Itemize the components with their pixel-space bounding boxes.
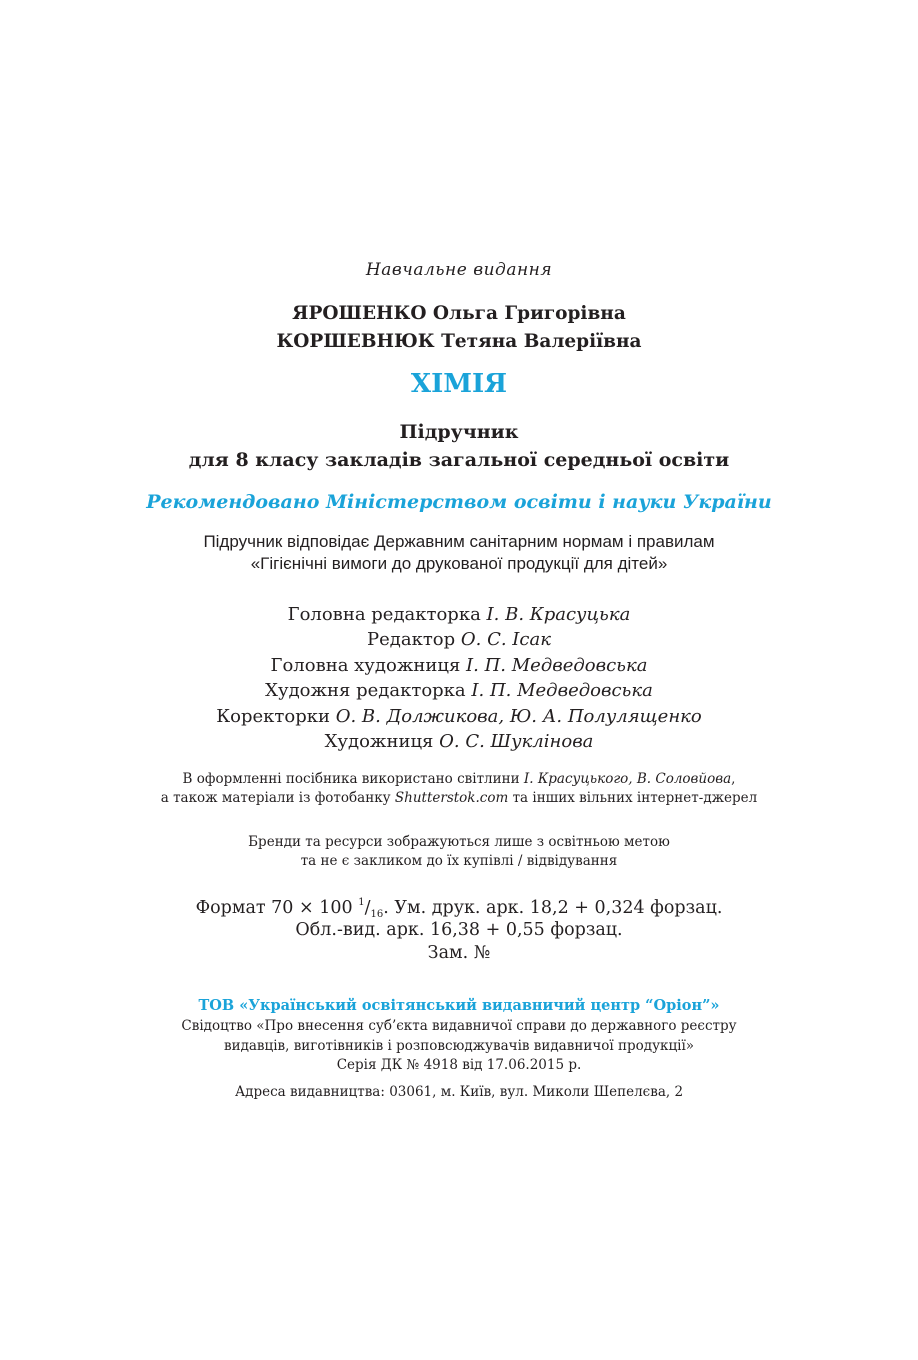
credit-role: Головна художниця — [270, 655, 461, 676]
edition-type: Навчальне видання — [365, 260, 553, 280]
credit-role: Художниця — [324, 731, 434, 752]
format-prefix: Формат 70 × 100 — [195, 898, 353, 918]
credit-line — [0, 604, 918, 625]
format-line-1 — [0, 897, 918, 920]
credit-name: О. В. Должикова, Ю. А. Полулященко — [335, 706, 702, 727]
photos-credit-line-1 — [0, 771, 918, 787]
credit-line — [0, 706, 918, 727]
photos-suffix: , — [731, 771, 736, 787]
subtitle-line-1: Підручник — [399, 421, 519, 443]
photo-source: Shutterstok.com — [394, 790, 509, 806]
credit-name: І. В. Красуцька — [486, 604, 631, 625]
order-number: Зам. № — [427, 943, 491, 963]
photos-prefix: В оформленні посібника використано світлини — [182, 771, 520, 787]
certificate-line-2: видавців, виготівників і розповсюджувачів видавничої продукції» — [223, 1038, 695, 1054]
photos-suffix: та інших вільних інтернет-джерел — [512, 790, 758, 806]
photos-credit-line-2 — [0, 790, 918, 806]
author-1: ЯРОШЕНКО Ольга Григорівна — [292, 303, 626, 324]
hygiene-line-2: «Гігієнічні вимоги до друкованої продукції для дітей» — [250, 554, 668, 573]
book-title: ХІМІЯ — [410, 369, 508, 399]
photographers: І. Красуцького, В. Соловйова — [523, 771, 732, 787]
credit-line — [0, 731, 918, 752]
credit-name: І. П. Медведовська — [466, 655, 648, 676]
credit-name: І. П. Медведовська — [471, 680, 653, 701]
certificate-line-1: Свідоцтво «Про внесення суб’єкта видавничої справи до державного реєстру — [181, 1018, 737, 1034]
recommendation: Рекомендовано Міністерством освіти і науки України — [146, 491, 772, 513]
credit-role: Головна редакторка — [287, 604, 481, 625]
brands-note-line-1: Бренди та ресурси зображуються лише з освітньою метою — [248, 834, 670, 850]
credit-name: О. С. Шуклінова — [439, 731, 594, 752]
hygiene-line-1: Підручник відповідає Державним санітарним нормам і правилам — [203, 532, 715, 551]
credit-name: О. С. Ісак — [460, 629, 551, 650]
author-2: КОРШЕВНЮК Тетяна Валеріївна — [276, 331, 642, 352]
credit-line — [0, 680, 918, 701]
credit-line — [0, 655, 918, 676]
format-suffix: . Ум. друк. арк. 18,2 + 0,324 форзац. — [383, 898, 723, 918]
publisher-address: Адреса видавництва: 03061, м. Київ, вул. Миколи Шепелєва, 2 — [234, 1084, 684, 1100]
format-fraction-denominator: 16 — [370, 909, 384, 920]
format-line-2: Обл.-вид. арк. 16,38 + 0,55 форзац. — [295, 920, 623, 940]
credit-role: Художня редакторка — [265, 680, 466, 701]
publisher-name: ТОВ «Український освітянський видавничий центр “Оріон”» — [198, 997, 720, 1014]
certificate-line-3: Серія ДК № 4918 від 17.06.2015 р. — [336, 1057, 582, 1073]
credit-role: Редактор — [367, 629, 456, 650]
format-fraction-numerator: 1 — [358, 897, 365, 908]
credit-role: Коректорки — [216, 706, 330, 727]
photos-prefix: а також матеріали із фотобанку — [160, 790, 391, 806]
credit-line — [0, 629, 918, 650]
format-fraction-slash: / — [364, 898, 371, 918]
brands-note-line-2: та не є закликом до їх купівлі / відвідування — [300, 853, 618, 869]
subtitle-line-2: для 8 класу закладів загальної середньої освіти — [188, 449, 730, 471]
